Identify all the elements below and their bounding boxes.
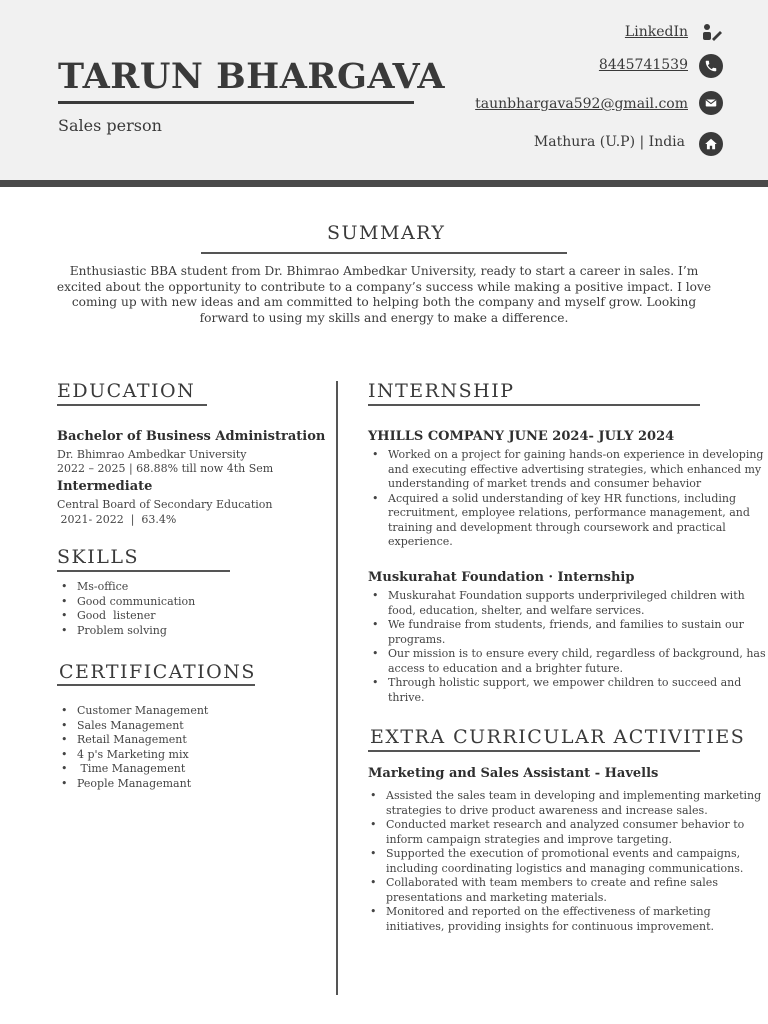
extracurricular-heading: Marketing and Sales Assistant - Havells [368,766,659,781]
certification-item: • Customer Management [57,704,208,719]
summary-rule [201,252,567,254]
summary-title: SUMMARY [327,222,446,244]
extracurricular-bullet [366,818,761,847]
extracurricular-title: EXTRA CURRICULAR ACTIVITIES [370,726,746,748]
education-degree: Intermediate [57,479,153,494]
home-icon [699,132,723,156]
candidate-role: Sales person [58,116,162,135]
bullet-line: • Acquired a solid understanding of key HR functions, including [388,491,737,505]
summary-text: Enthusiastic BBA student from Dr. Bhimrao Ambedkar University, ready to start a career in sales. I’m excited about the opportunity to contribute to a company’s success while making a positive impact. I love coming up with new ideas and am committed to helping both the company and myself grow. Looking forward to using my skills and energy to make a difference. [56,264,712,325]
bullet-line: food, education, shelter, and welfare services. [388,603,645,617]
education-institution: Dr. Bhimrao Ambedkar University [57,448,247,461]
extracurricular-bullet [366,905,761,934]
linkedin-link[interactable]: LinkedIn [624,24,688,40]
linkedin-icon [699,21,723,45]
column-divider [336,381,338,995]
bullet-line: • Supported the execution of promotional events and campaigns, [386,847,741,860]
education-rule [57,404,207,406]
skill-item: • Ms-office [57,580,195,595]
bullet-line: • Collaborated with team members to create and refine sales [386,876,718,889]
bullet-line: programs. [388,632,446,646]
education-details: 2022 – 2025 | 68.88% till now 4th Sem [57,462,274,475]
bullet-line: • Conducted market research and analyzed consumer behavior to [386,818,745,831]
internship-bullet [368,448,763,492]
education-degree: Bachelor of Business Administration [57,429,326,444]
location-text: Mathura (U.P) | India [533,134,685,150]
extracurricular-bullet [366,847,761,876]
certifications-rule [57,684,255,686]
internship-bullet [368,647,766,676]
internship-heading: Muskurahat Foundation · Internship [368,570,635,585]
internship-bullet [368,492,763,550]
phone-icon [699,54,723,78]
certification-item: • 4 p's Marketing mix [57,748,208,763]
internship-bullet [368,618,766,647]
extracurricular-bullet [366,789,761,818]
bullet-line: including coordinating logistics and managing communications. [386,861,744,875]
bullet-line: • Through holistic support, we empower children to succeed and [388,676,742,689]
bullet-line: presentations and marketing materials. [386,890,607,904]
bullet-line: and executing effective advertising strategies, which enhanced my [388,462,762,476]
bullet-line: • We fundraise from students, friends, and families to sustain our [388,618,744,631]
internship-bullet [368,589,766,618]
bullet-line: • Monitored and reported on the effectiveness of marketing [386,905,711,918]
certifications-list [57,704,208,791]
bullet-line: thrive. [388,690,425,704]
bullet-line: • Muskurahat Foundation supports underprivileged children with [388,589,745,602]
bullet-line: recruitment, employee relations, performance management, and [388,506,750,519]
internship-bullets [368,448,763,550]
skills-title: SKILLS [57,546,139,568]
bullet-line: • Worked on a project for gaining hands-on experience in developing [388,448,764,461]
certification-item: • Time Management [57,762,208,777]
extracurricular-bullet [366,876,761,905]
internship-heading: YHILLS COMPANY JUNE 2024- JULY 2024 [368,429,675,444]
education-details: 2021- 2022 | 63.4% [57,513,177,526]
skill-item: • Problem solving [57,624,195,639]
bullet-line: initiatives, providing insights for continuous improvement. [386,919,715,933]
certification-item: • People Managemant [57,777,208,792]
bullet-line: understanding of market trends and consumer behavior [388,477,702,490]
bullet-line: experience. [388,535,453,548]
bullet-line: training and development through coursework and practical [388,520,726,534]
skill-item: • Good listener [57,609,195,624]
candidate-name: TARUN BHARGAVA [58,56,446,97]
certifications-title: CERTIFICATIONS [59,661,256,683]
certification-item: • Sales Management [57,719,208,734]
skill-item: • Good communication [57,595,195,610]
bullet-line: • Our mission is to ensure every child, regardless of background, has [388,647,766,660]
certification-item: • Retail Management [57,733,208,748]
extracurricular-bullets [366,789,761,934]
email-link[interactable]: taunbhargava592@gmail.com [475,96,688,112]
skills-list [57,580,195,638]
header-divider-bar [0,180,768,187]
internship-bullets [368,589,766,705]
bullet-line: access to education and a brighter future. [388,661,624,675]
name-underline [58,101,414,104]
bullet-line: strategies to drive product awareness and increase sales. [386,803,708,817]
extracurricular-rule [368,750,700,752]
internship-bullet [368,676,766,705]
bullet-line: • Assisted the sales team in developing and implementing marketing [386,789,762,802]
bullet-line: inform campaign strategies and improve targeting. [386,832,673,846]
education-title: EDUCATION [57,380,196,402]
skills-rule [57,570,230,572]
email-icon [699,91,723,115]
internship-rule [368,404,700,406]
internship-title: INTERNSHIP [368,380,515,402]
phone-link[interactable]: 8445741539 [598,57,688,73]
education-institution: Central Board of Secondary Education [57,498,273,511]
